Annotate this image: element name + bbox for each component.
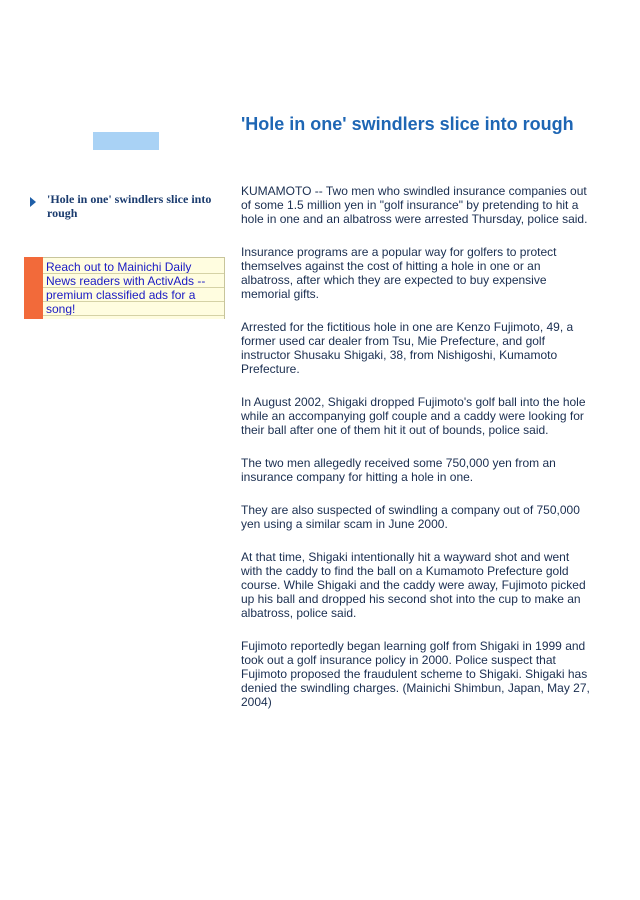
- article-paragraph: Fujimoto reportedly began learning golf from Shigaki in 1999 and took out a golf insurance policy in 2000. Police suspect that Fujimoto proposed the fraudulent scheme to Shigaki. Shigaki has denied the swindling charges. (Mainichi Shimbun, Japan, May 27, 2004): [241, 639, 590, 709]
- article-paragraph: In August 2002, Shigaki dropped Fujimoto's golf ball into the hole while an accompanying golf couple and a caddy were looking for their ball after one of them hit it out of bounds, police said.: [241, 395, 586, 437]
- ad-line[interactable]: premium classified ads for a: [43, 288, 224, 302]
- triangle-arrow-icon: [30, 197, 36, 207]
- article-paragraph: Arrested for the fictitious hole in one are Kenzo Fujimoto, 49, a former used car dealer from Tsu, Mie Prefecture, and golf instructor Shusaku Shigaki, 38, from Nishigoshi, Kumamoto Prefecture.: [241, 320, 574, 376]
- article-title: 'Hole in one' swindlers slice into rough: [241, 114, 574, 134]
- article-paragraph: KUMAMOTO -- Two men who swindled insurance companies out of some 1.5 million yen in "golf insurance" by pretending to hit a hole in one and an albatross were arrested Thursday, police said.: [241, 184, 588, 226]
- ad-line[interactable]: Reach out to Mainichi Daily: [43, 260, 224, 274]
- ad-line[interactable]: song!: [43, 302, 224, 316]
- article-paragraph: Insurance programs are a popular way for golfers to protect themselves against the cost of hitting a hole in one or an albatross, after which they are expected to buy expensive memorial gifts.: [241, 245, 557, 301]
- ad-line[interactable]: News readers with ActivAds --: [43, 274, 224, 288]
- ad-accent-bar: [24, 257, 43, 319]
- article-body: [241, 184, 593, 728]
- article-paragraph: At that time, Shigaki intentionally hit a wayward shot and went with the caddy to find the ball on a Kumamoto Prefecture gold course. While Shigaki and the caddy were away, Fujimoto picked up his ball and dropped his second shot into the cup to make an albatross, police said.: [241, 550, 586, 620]
- article-paragraph: They are also suspected of swindling a company out of 750,000 yen using a similar scam in June 2000.: [241, 503, 580, 531]
- ad-text-box[interactable]: [43, 257, 225, 319]
- banner-placeholder: [93, 132, 159, 150]
- activads-promo[interactable]: [24, 257, 225, 319]
- article-paragraph: The two men allegedly received some 750,000 yen from an insurance company for hitting a hole in one.: [241, 456, 556, 484]
- sidebar-link-text[interactable]: 'Hole in one' swindlers slice into rough: [47, 192, 212, 220]
